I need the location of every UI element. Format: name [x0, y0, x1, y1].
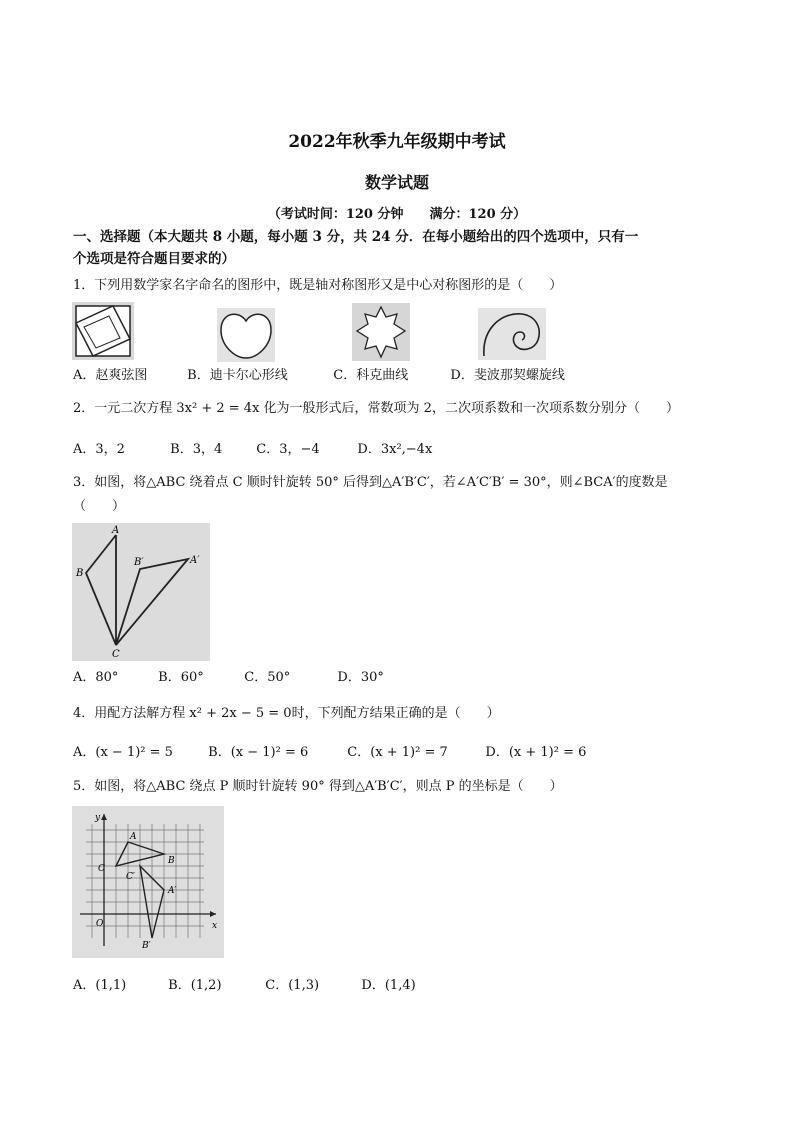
page-subtitle: 数学试题: [364, 173, 429, 192]
option-d[interactable]: D．3x²,−4x: [357, 442, 433, 457]
label-c: C: [112, 649, 120, 660]
question-2-options: [73, 440, 432, 460]
question-5-stem: 5．如图，将△ABC 绕点 P 顺时针旋转 90° 得到△A′B′C′，则点 P 的坐标是（ ）: [73, 779, 563, 794]
page-title: 2022年秋季九年级期中考试: [288, 132, 506, 152]
option-a[interactable]: A．赵爽弦图: [73, 368, 148, 383]
option-c[interactable]: C．(x + 1)² = 7: [347, 745, 448, 760]
exam-info: （考试时间：120 分钟 满分：120 分）: [267, 207, 527, 222]
option-b[interactable]: B．(1,2): [168, 978, 222, 993]
origin-label: O: [96, 919, 104, 929]
label-b: B: [76, 568, 84, 579]
label-b: B: [168, 856, 175, 866]
label-a-prime: A′: [168, 886, 177, 896]
axis-y-label: y: [95, 813, 101, 823]
koch-curve-diagram: [352, 303, 410, 361]
grid-rotation-figure: [72, 806, 224, 958]
option-b[interactable]: B．60°: [158, 670, 204, 685]
option-c[interactable]: C．50°: [244, 670, 291, 685]
option-a[interactable]: A．3，2: [73, 442, 125, 457]
axis-x-label: x: [212, 921, 218, 931]
option-a[interactable]: A．(x − 1)² = 5: [73, 745, 173, 760]
question-4-stem: 4．用配方法解方程 x² + 2x − 5 = 0时，下列配方结果正确的是（ ）: [73, 706, 500, 721]
option-b[interactable]: B．(x − 1)² = 6: [208, 745, 309, 760]
zhao-shuang-diagram: [72, 302, 134, 360]
question-1-stem: 1．下列用数学家名字命名的图形中，既是轴对称图形又是中心对称图形的是（ ）: [73, 278, 563, 293]
question-3-stem-line2: （ ）: [73, 499, 126, 514]
option-a[interactable]: A．80°: [73, 670, 119, 685]
section-heading-line2: 个选项是符合题目要求的）: [73, 251, 235, 267]
option-d[interactable]: D．(x + 1)² = 6: [485, 745, 587, 760]
option-d[interactable]: D．斐波那契螺旋线: [450, 368, 565, 383]
label-a: A: [130, 832, 137, 842]
fibonacci-spiral-diagram: [478, 308, 546, 360]
option-c[interactable]: C．(1,3): [265, 978, 320, 993]
section-heading-line1: 一、选择题（本大题共 8 小题，每小题 3 分，共 24 分．在每小题给出的四个选项中，只有一: [73, 229, 639, 245]
option-b[interactable]: B．3，4: [170, 442, 223, 457]
option-c[interactable]: C．3，−4: [256, 442, 320, 457]
cardioid-diagram: [217, 308, 275, 362]
label-a-prime: A′: [190, 555, 200, 566]
option-a[interactable]: A．(1,1): [73, 978, 127, 993]
question-2-stem: 2．一元二次方程 3x² + 2 = 4x 化为一般形式后，常数项为 2，二次项系数和一次项系数分别分（ ）: [73, 401, 679, 416]
label-a: A: [112, 525, 120, 536]
question-4-options: [73, 743, 586, 763]
question-3-options: [73, 668, 384, 688]
rotation-triangle-figure: [72, 523, 210, 661]
label-c: C: [98, 864, 105, 874]
question-3-stem-line1: 3．如图，将△ABC 绕着点 C 顺时针旋转 50° 后得到△A′B′C′，若∠A′C′B′ = 30°，则∠BCA′的度数是: [73, 475, 668, 490]
option-d[interactable]: D．30°: [337, 670, 384, 685]
question-1-options: [73, 366, 565, 386]
label-b-prime: B′: [142, 941, 151, 951]
label-b-prime: B′: [134, 557, 144, 568]
option-c[interactable]: C．科克曲线: [333, 368, 409, 383]
option-d[interactable]: D．(1,4): [361, 978, 416, 993]
option-b[interactable]: B．迪卡尔心形线: [187, 368, 288, 383]
section-heading: [73, 226, 733, 270]
question-5-options: [73, 976, 416, 996]
label-c-prime: C′: [126, 872, 135, 882]
